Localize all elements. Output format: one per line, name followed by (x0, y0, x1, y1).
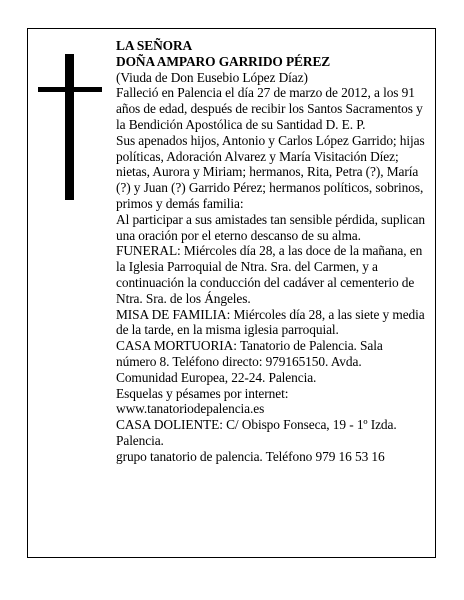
cross-vertical-bar (65, 54, 74, 200)
mourning-house-paragraph: CASA DOLIENTE: C/ Obispo Fonseca, 19 - 1º Izda. Palencia. (116, 417, 397, 448)
deceased-title: LA SEÑORA (116, 38, 193, 53)
funeral-home-paragraph: CASA MORTUORIA: Tanatorio de Palencia. Sala número 8. Teléfono directo: 979165150. Avda. Comunidad Europea, 22-24. Palencia. (116, 338, 383, 385)
funeral-paragraph: FUNERAL: Miércoles día 28, a las doce de la mañana, en la Iglesia Parroquial de Ntra. Sra. del Carmen, y a continuación la conducción del cadáver al cementerio de Ntra. Sra. de los Ángeles. (116, 243, 423, 306)
family-paragraph: Sus apenados hijos, Antonio y Carlos López Garrido; hijas políticas, Adoración Alvarez y María Visitación Díez; nietas, Aurora y Miriam; hermanos, Rita, Petra (?), María (?) y Juan (?) Garrido Pérez; hermanos políticos, sobrinos, primos y demás familia: (116, 132, 425, 211)
family-mass-paragraph: MISA DE FAMILIA: Miércoles día 28, a las siete y media de la tarde, en la misma iglesia parroquial. (116, 306, 425, 338)
widow-line: (Viuda de Don Eusebio López Díaz) (116, 69, 308, 85)
obituary-text (116, 38, 426, 465)
request-paragraph: Al participar a sus amistades tan sensible pérdida, suplican una oración por el eterno descanso de su alma. (116, 211, 425, 243)
deceased-name: DOÑA AMPARO GARRIDO PÉREZ (116, 53, 331, 69)
footer-line: grupo tanatorio de palencia. Teléfono 979 16 53 16 (116, 448, 385, 464)
internet-url: www.tanatoriodepalencia.es (116, 401, 265, 417)
internet-label: Esquelas y pésames por internet: (116, 385, 289, 401)
cross-horizontal-bar (38, 87, 102, 92)
cross-icon (38, 54, 102, 200)
death-paragraph: Falleció en Palencia el día 27 de marzo de 2012, a los 91 años de edad, después de recibir los Santos Sacramentos y la Bendición Apostólica de su Santidad D. E. P. (116, 85, 423, 132)
